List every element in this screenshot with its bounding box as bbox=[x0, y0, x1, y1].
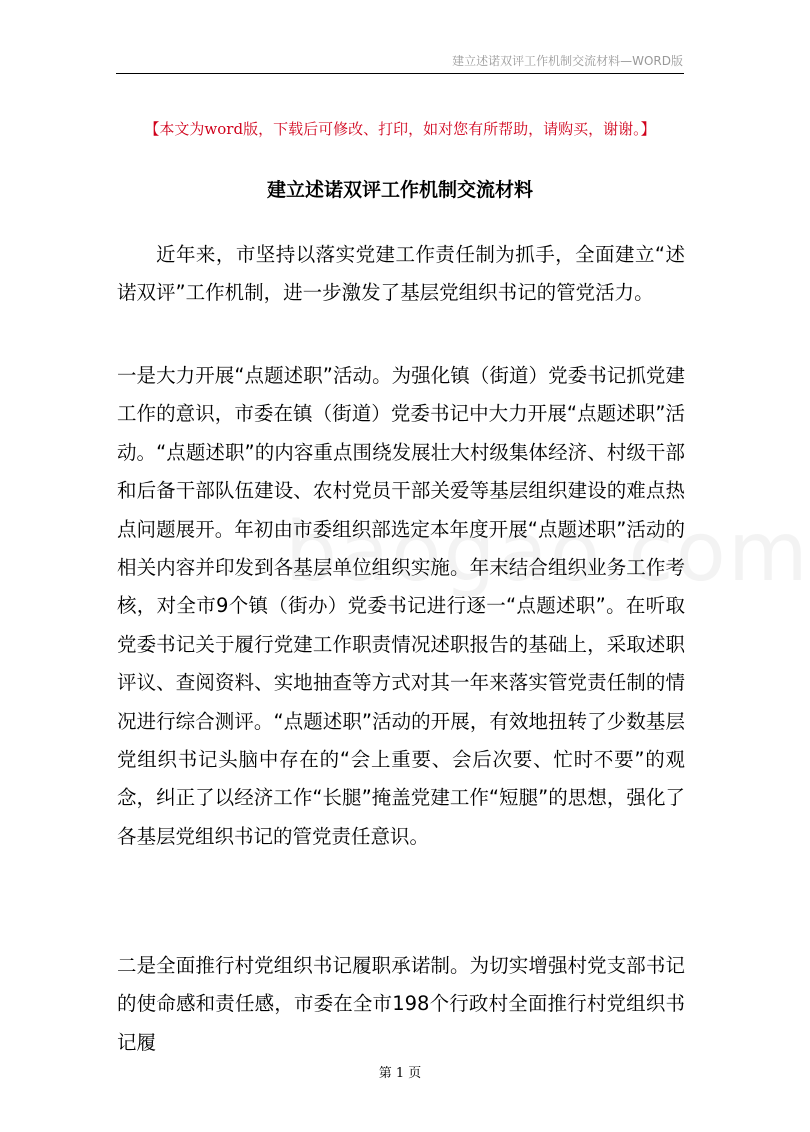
section-two-paragraph: 二是全面推行村党组织书记履职承诺制。为切实增强村党支部书记的使命感和责任感，市委在全市198个行政村全面推行村党组织书记履 bbox=[117, 954, 685, 1054]
document-title: 建立述诺双评工作机制交流材料 bbox=[266, 179, 533, 201]
header-divider bbox=[116, 73, 684, 74]
running-header: 建立述诺双评工作机制交流材料—WORD版 bbox=[452, 54, 683, 68]
intro-paragraph: 近年来，市坚持以落实党建工作责任制为抓手，全面建立“述诺双评”工作机制，进一步激发了基层党组织书记的管党活力。 bbox=[117, 243, 685, 305]
purchase-notice: 【本文为word版，下载后可修改、打印，如对您有所帮助，请购买，谢谢。】 bbox=[144, 120, 656, 138]
page-number: 第 1 页 bbox=[378, 1066, 422, 1081]
section-one-paragraph: 一是大力开展“点题述职”活动。为强化镇（街道）党委书记抓党建工作的意识，市委在镇（街道）党委书记中大力开展“点题述职”活动。“点题述职”的内容重点围绕发展壮大村级集体经济、村级干部和后备干部队伍建设、农村党员干部关爱等基层组织建设的难点热点问题展开。年初由市委组织部选定本年度开展“点题述职”活动的相关内容并印发到各基层单位组织实施。年末结合组织业务工作考核，对全市9个镇（街办）党委书记进行逐一“点题述职”。在听取党委书记关于履行党建工作职责情况述职报告的基础上，采取述职评议、查阅资料、实地抽查等方式对其一年来落实管党责任制的情况进行综合测评。“点题述职”活动的开展，有效地扭转了少数基层党组织书记头脑中存在的“会上重要、会后次要、忙时不要”的观念，纠正了以经济工作“长腿”掩盖党建工作“短腿”的思想，强化了各基层党组织书记的管党责任意识。 bbox=[117, 364, 685, 848]
